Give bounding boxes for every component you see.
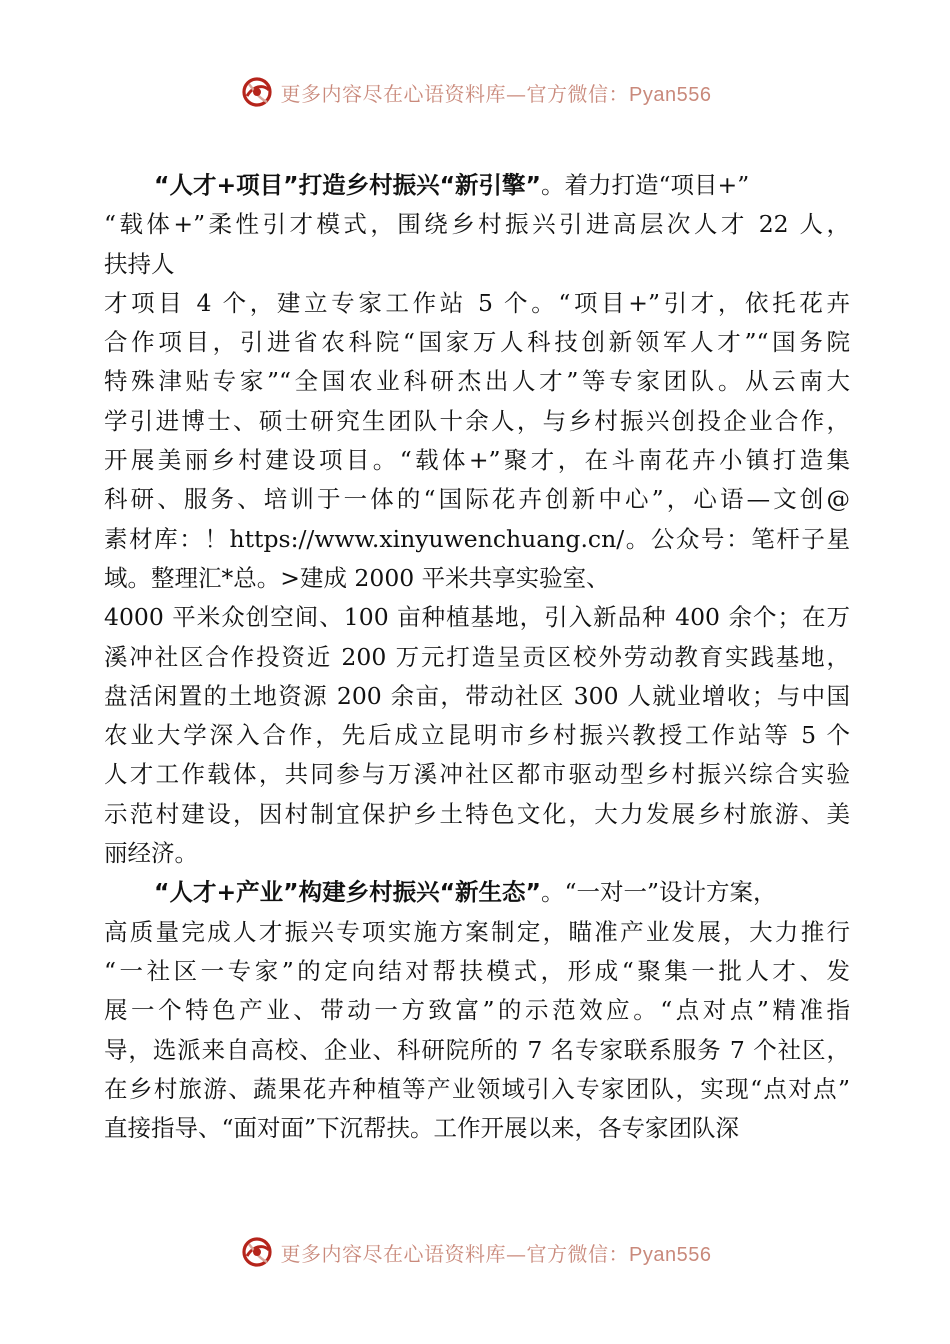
paragraph-1-line-5: 合作项目，引进省农科院“国家万人科技创新领军人才”“国务院	[104, 328, 850, 357]
paragraph-1-line-11: 域。整理汇*总。>建成 2000 平米共享实验室、	[104, 563, 610, 592]
paragraph-1-line-6: 特殊津贴专家”“全国农业科研杰出人才”等专家团队。从云南大	[104, 367, 850, 396]
section-heading-talent-project: “人才+项目”打造乡村振兴“新引擎”	[154, 171, 541, 199]
paragraph-1-line-4: 才项目 4 个，建立专家工作站 5 个。“项目+”引才，依托花卉	[104, 288, 850, 317]
paragraph-1-line-15: 农业大学深入合作，先后成立昆明市乡村振兴教授工作站等 5 个	[104, 721, 850, 750]
paragraph-1-line-2: “载体+”柔性引才模式，围绕乡村振兴引进高层次人才 22 人，	[104, 210, 850, 239]
paragraph-1-line-10: 素材库：！https://www.xinyuwenchuang.cn/。公众号：笔杆子星	[104, 524, 850, 553]
swirl-logo-icon	[239, 1234, 275, 1270]
paragraph-1-line-7: 学引进博士、硕士研究生团队十余人，与乡村振兴创投企业合作，	[104, 406, 850, 435]
paragraph-1-line-18: 丽经济。	[104, 839, 198, 868]
header-banner-text: 更多内容尽在心语资料库—官方微信：Pyan556	[280, 81, 712, 106]
header-banner	[0, 70, 950, 114]
footer-banner	[0, 1230, 950, 1274]
section-heading-talent-industry: “人才+产业”构建乡村振兴“新生态”	[154, 878, 541, 907]
paragraph-1-line-16: 人才工作载体，共同参与万溪冲社区都市驱动型乡村振兴综合实验	[104, 760, 850, 789]
paragraph-1-line-12: 4000 平米众创空间、100 亩种植基地，引入新品种 400 余个；在万	[104, 603, 850, 632]
paragraph-2-line-1: “人才+产业”构建乡村振兴“新生态”。“一对一”设计方案，	[154, 878, 777, 907]
paragraph-1-line-17: 示范村建设，因村制宜保护乡土特色文化，大力发展乡村旅游、美	[104, 799, 850, 828]
document-body	[104, 166, 850, 1148]
paragraph-2-line-4: 展一个特色产业、带动一方致富”的示范效应。“点对点”精准指	[104, 996, 850, 1025]
swirl-logo-icon	[239, 74, 275, 110]
paragraph-1-line-8: 开展美丽乡村建设项目。“载体+”聚才，在斗南花卉小镇打造集	[104, 446, 850, 475]
footer-banner-text: 更多内容尽在心语资料库—官方微信：Pyan556	[280, 1241, 712, 1266]
paragraph-2-line-5: 导，选派来自高校、企业、科研院所的 7 名专家联系服务 7 个社区，	[104, 1035, 850, 1064]
paragraph-1-line-1: “人才+项目”打造乡村振兴“新引擎”。着力打造“项目+”	[154, 171, 750, 199]
paragraph-1-line-9: 科研、服务、培训于一体的“国际花卉创新中心”，心语—文创@	[104, 485, 850, 514]
paragraph-2-line-7: 直接指导、“面对面”下沉帮扶。工作开展以来，各专家团队深	[104, 1114, 740, 1143]
paragraph-2-line-2: 高质量完成人才振兴专项实施方案制定，瞄准产业发展，大力推行	[104, 917, 850, 946]
paragraph-1-line-13: 溪冲社区合作投资近 200 万元打造呈贡区校外劳动教育实践基地，	[104, 642, 850, 671]
paragraph-1-line-3: 扶持人	[104, 249, 175, 278]
paragraph-2-line-3: “一社区一专家”的定向结对帮扶模式，形成“聚集一批人才、发	[104, 956, 850, 985]
paragraph-1-line-14: 盘活闲置的土地资源 200 余亩，带动社区 300 人就业增收；与中国	[104, 681, 850, 710]
paragraph-2-line-6: 在乡村旅游、蔬果花卉种植等产业领域引入专家团队，实现“点对点”	[104, 1074, 850, 1103]
